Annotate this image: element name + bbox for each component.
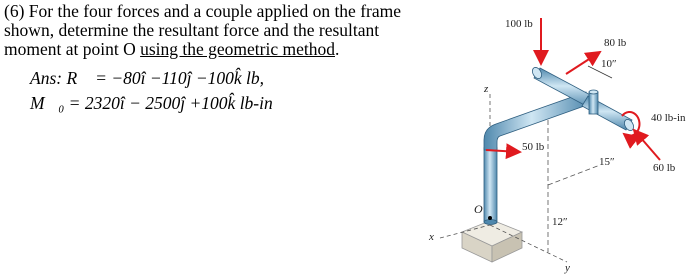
- label-couple-40: 40 lb-in: [651, 112, 686, 124]
- label-dim-15: 15″: [599, 156, 615, 168]
- problem-line-1: (6) For the four forces and a couple applied on the frame: [4, 1, 401, 21]
- label-axis-z: z: [484, 83, 489, 95]
- force-80-arrow: [566, 52, 600, 74]
- problem-line-3-suffix: .: [335, 39, 340, 59]
- label-force-50: 50 lb: [522, 141, 545, 153]
- point-o-marker: [488, 216, 492, 220]
- label-dim-12: 12″: [552, 216, 568, 228]
- label-force-60: 60 lb: [653, 162, 676, 174]
- geometric-method-underlined: using the geometric method: [140, 39, 335, 59]
- problem-line-3-prefix: moment at point O: [4, 39, 141, 59]
- cross-stub: [589, 92, 598, 114]
- problem-line-2: shown, determine the resultant force and the resultant: [4, 20, 380, 40]
- label-axis-x: x: [429, 231, 434, 243]
- force-60-arrow: [634, 130, 660, 160]
- reference-line-15: [548, 165, 600, 185]
- vertical-pipe-lower: [484, 148, 497, 222]
- label-force-80: 80 lb: [604, 37, 627, 49]
- answer-force-text: Ans: R⃗ = −80î −110ĵ −100k̂ lb,: [30, 68, 265, 88]
- label-axis-y: y: [565, 262, 570, 274]
- label-point-o: O: [474, 202, 483, 216]
- label-dim-10: 10″: [601, 58, 617, 70]
- answer-moment-text: M⃗₀ = 2320î − 2500ĵ +100k̂ lb-in: [30, 93, 273, 113]
- label-force-100: 100 lb: [505, 18, 533, 30]
